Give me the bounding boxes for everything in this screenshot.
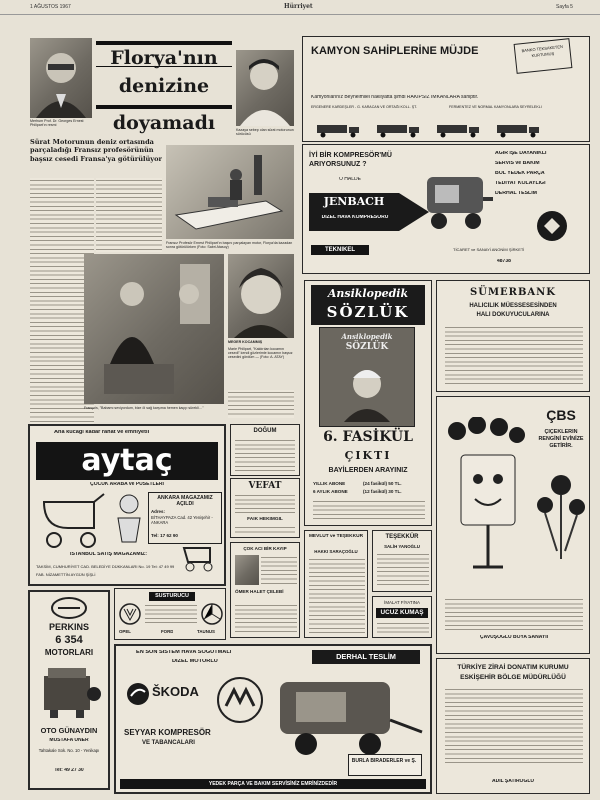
tesekkur-2-title: TEŞEKKÜR [385, 534, 419, 540]
ad-jenbach [302, 144, 590, 274]
jenbach-question: İYİ BİR KOMPRESÖR'MÜ ARIYORSUNUZ ? [309, 152, 392, 168]
perkins-phone: Tel: 49 27 30 [54, 768, 84, 773]
story-subhead: Sürat Motorunun deniz ortasında parçaladığı Fransız profesörünün başsız cesedi Fransa'ya götürülüyor [30, 138, 162, 163]
sumerbank-title: SÜMERBANK [470, 287, 556, 298]
headline-block [96, 41, 232, 135]
jenbach-feature: TEDİYAT KOLAYLIĞI [495, 181, 546, 186]
skoda-dealer: BURLA BİRADERLER ve Ş. [351, 758, 417, 764]
story-column-2 [96, 178, 162, 252]
sozluk-abone-2-price: (12 fasikül) 30 TL. [363, 489, 402, 494]
perkins-dealer: OTO GÜNAYDIN [40, 726, 98, 735]
kayip-title: ÇOK ACI BİR KAYIP [243, 546, 287, 551]
jenbach-dealer-text: TİCARET ve SANAYİ ANONİM ŞİRKETİ [453, 247, 525, 252]
cbs-paint: ÇAVUŞOĞLU BOYA SANAYİİ [480, 635, 548, 640]
jenbach-brand: JENBACH [311, 195, 397, 209]
sozluk-abone-1-label: YILLIK ABONE [313, 481, 346, 486]
skoda-dealer-box [348, 754, 422, 776]
notice-dogum [230, 424, 300, 476]
header-date: 1 AĞUSTOS 1967 [30, 4, 71, 10]
truck-icons [317, 121, 577, 139]
volkswagen-logo-icon [119, 603, 141, 625]
skoda-product: SEYYAR KOMPRESÖR [124, 728, 211, 737]
sumerbank-sub-2: HALI DOKUYUCULARINA [476, 312, 550, 318]
caption-top-right: Kazaya sebep olan sürat motorunun sürücüsü [236, 128, 294, 137]
baby-icon [112, 492, 146, 546]
perkins-model: 6 354 [55, 634, 83, 646]
perkins-type: MOTORLARI [44, 648, 94, 657]
notice-tesekkur [372, 530, 432, 592]
aytac-brand: aytaç [36, 442, 218, 480]
jenbach-logo-icon [535, 209, 569, 243]
mercedes-logo-icon [201, 603, 223, 625]
skoda-brand: ŠKODA [152, 684, 199, 699]
kayip-text-2 [235, 603, 297, 635]
pram-icon [38, 492, 108, 548]
ad-ucuz-kumas [372, 596, 432, 638]
caption-boat: Fransız Profesör Ernest Philipart'ın başını parçalayan motor, Florya'da kazadan sonra götürülürken (Foto: Sabri Atasoy) [166, 241, 293, 250]
vefat-text-2 [235, 525, 295, 535]
sozluk-title-top: Ansiklopedik [327, 287, 409, 300]
jenbach-phone: 48738 [497, 259, 511, 264]
compressor-trailer-icon [266, 672, 426, 758]
flowers-icon [533, 471, 589, 561]
aytac-istanbul: İSTANBUL SATIŞ MAĞAZAMIZ: [70, 552, 147, 557]
sozluk-title-main: SÖZLÜK [326, 303, 410, 321]
jenbach-feature: DERHAL TESLİM [495, 191, 537, 196]
ucuz-kumas-line-1: İMALAT FİYATINA [384, 600, 420, 605]
skoda-top: EN SON SİSTEM HAVA SOĞUTMALI [136, 650, 232, 655]
sozluk-fasikul: 6. FASİKÜL [323, 429, 413, 445]
perkins-address: Tahtakale Sok. No. 10 - Yenikapı [38, 748, 100, 753]
kayip-name: ÖMER HALET ÇELEBİ [235, 589, 284, 594]
vefat-text [235, 493, 295, 515]
jenbach-dealer: TEKNIKEL [311, 245, 369, 255]
cbs-brand: ÇBS [546, 407, 576, 423]
caption-top-left: Merhum Prof. Dr. Georges Ernest Philipart'ın resmi [30, 119, 84, 128]
ad-skoda [114, 644, 432, 794]
tesekkur-2-text [377, 552, 429, 588]
skoda-derhal: DERHAL TESLİM [312, 650, 420, 664]
tesekkur-1-name: HAKKI SARAÇOĞLU [314, 549, 358, 554]
aytac-adres-label: Adres: [151, 509, 165, 514]
susturucu-brand: OPEL [119, 629, 131, 634]
aytac-ankara-box [148, 492, 222, 544]
headline-line-2: denizine [118, 75, 210, 97]
ad-sumerbank [436, 280, 590, 392]
portrait-icon [342, 362, 392, 422]
sumerbank-text [445, 325, 583, 387]
sozluk-abone-2-label: 6 AYLIK ABONE [313, 489, 348, 494]
notice-kayip [230, 542, 300, 638]
aytac-adres: BİTHAYPAZA Cad. 42 Yenişehir - ANKARA [151, 515, 213, 525]
skoda-footer: YEDEK PARÇA VE BAKIM SERVİSİNİZ EMRİNİZDEDİR [120, 779, 426, 789]
jenbach-feature: SERVİS ve BAKIM [495, 161, 540, 166]
photo-son [84, 254, 224, 404]
sozluk-cover-main: SÖZLÜK [345, 342, 389, 352]
sozluk-cover-top: Ansiklopedik [341, 332, 393, 341]
dogum-text [235, 438, 295, 472]
cbs-text [445, 597, 583, 631]
kayip-text [261, 555, 297, 585]
ad-perkins [28, 590, 110, 790]
kayip-photo [235, 555, 259, 585]
headline-line-3: doyamadı [96, 105, 232, 133]
kamyon-badge: BANKO TEKSAKETEN KURTUMUŞ [514, 38, 573, 74]
zirai-text [445, 687, 583, 765]
ad-kamyon [302, 36, 590, 142]
caption-bottom-left: François, "Babamı seviyordum, bize öl sağ karşıma hemen kaçıp sürekli…" [84, 406, 204, 410]
caption-bottom-right-title: MEGER KOCAMMIŞ [228, 340, 263, 344]
tesekkur-2-name: SALİH YANOĞLU [384, 544, 420, 549]
sozluk-title-box [311, 285, 425, 325]
aytac-istanbul-adres: TAKSİM, CUMHURİYET CAD. BELEDİYE DÜKKANLARI No. 19 Tel: 47 49 99 [36, 564, 175, 569]
photo-boat [166, 145, 294, 239]
tesekkur-1-text [309, 557, 365, 633]
cbs-tagline: ÇİÇEKLERİN RENGİNİ EVİNİZE GETİRİR. [538, 429, 584, 449]
skoda-logo-icon [126, 682, 150, 706]
susturucu-brand: FORD [161, 629, 174, 634]
ad-zirai [436, 658, 590, 794]
aytac-sub: ÇOCUK ARABA ve PUSETLERİ [90, 482, 164, 487]
ad-susturucu [114, 588, 226, 640]
notice-mevlut-tesekkur [304, 530, 368, 638]
photo-professor [30, 38, 92, 118]
header-masthead: Hürriyet [284, 3, 313, 10]
vefat-name: FAİK HEKİMGİL [247, 517, 283, 522]
sozluk-cikti: ÇIKTI [344, 449, 392, 462]
ad-aytac [28, 424, 226, 586]
sozluk-bayilerden: BAYİLERDEN ARAYINIZ [328, 467, 408, 474]
photo-motor-driver [236, 50, 294, 126]
photo-widow [228, 254, 294, 338]
skoda-top-2: DİZEL MOTORLU [172, 659, 218, 664]
jenbach-oh-halde: O HALDE [339, 177, 361, 182]
susturucu-text [145, 603, 197, 623]
aytac-ankara: ANKARA MAĞAZAMIZ AÇILDI [157, 495, 213, 507]
ucuz-kumas-line-2: UCUZ KUMAŞ [376, 608, 428, 618]
perkins-logo-icon [50, 596, 88, 620]
compressor-icon [421, 167, 493, 233]
aytac-slogan: Ana kucağı kadar rahat ve emniyetli [54, 430, 150, 435]
paint-can-character-icon [443, 417, 533, 587]
jenbach-feature: AĞIR İŞE DAYANIKLI [495, 151, 547, 156]
skoda-product-2: VE TABANCALARI [142, 740, 195, 746]
engine-icon [38, 664, 102, 720]
header-page-number: Sayfa 5 [556, 4, 573, 10]
vefat-title: VEFAT [248, 481, 282, 491]
jenbach-feature: BOL YEDEK PARÇA [495, 171, 545, 176]
susturucu-title: SUSTURUCU [149, 592, 195, 601]
sumerbank-sub-1: HALICILIK MÜESSESESİNDEN [469, 303, 557, 309]
sozluk-fineprint [313, 499, 425, 519]
atmos-logo-icon [216, 676, 264, 724]
kamyon-col-1: ERGENERE KARDEŞLER - G. KARACAN VE ORTAĞI KOLL. ŞT. [311, 105, 417, 109]
perkins-brand: PERKINS [48, 622, 89, 632]
caption-bottom-right: Marie Philipart, "Kaldırılan kocamın cesedi" kendi gözlerimle kocamın başsız cesedini gördüm — (Foto: A. ATAY) [228, 347, 293, 360]
sozluk-book-cover [319, 327, 415, 427]
aytac-tel: Tel: 17 62 90 [151, 533, 178, 538]
ad-cbs [436, 396, 590, 654]
zirai-bottom: ADİL ŞATIROĞLU [491, 779, 535, 784]
zirai-title-1: TÜRKİYE ZİRAİ DONATIM KURUMU [457, 664, 569, 671]
ad-sozluk [304, 280, 432, 526]
headline-line-1: Florya'nın [96, 41, 232, 67]
dogum-title: DOĞUM [253, 428, 277, 434]
notice-vefat [230, 478, 300, 538]
kamyon-line: Kamyonlarınız Beynelmilel nakliyatta şimdi RAKİPSİZ İMKÂNLARA sahiptir. [311, 95, 479, 100]
zirai-title-2: ESKİŞEHİR BÖLGE MÜDÜRLÜĞÜ [460, 674, 566, 681]
tesekkur-1-title: MEVLÜT ve TEŞEKKÜR [308, 534, 364, 539]
aytac-fabrika: FAB. NİZAMETTİN AYGÜN ŞİŞLİ [36, 572, 96, 577]
ucuz-kumas-text [377, 621, 429, 635]
perkins-person: MUSTAFA ÜNER [49, 738, 89, 743]
page-header [0, 0, 600, 15]
kamyon-col-2: FERMENTEZ VE NORMAL KAMYONLARA SEYRELEKLİ [449, 105, 542, 109]
jenbach-sub: DİZEL HAVA KOMPRESÖRÜ [321, 215, 389, 220]
story-column-3 [228, 390, 294, 418]
susturucu-brand: TAUNUS [197, 629, 215, 634]
kamyon-title: KAMYON SAHİPLERİNE MÜJDE [311, 45, 479, 57]
sozluk-abone-1-price: (24 fasikül) 50 TL. [363, 481, 402, 486]
